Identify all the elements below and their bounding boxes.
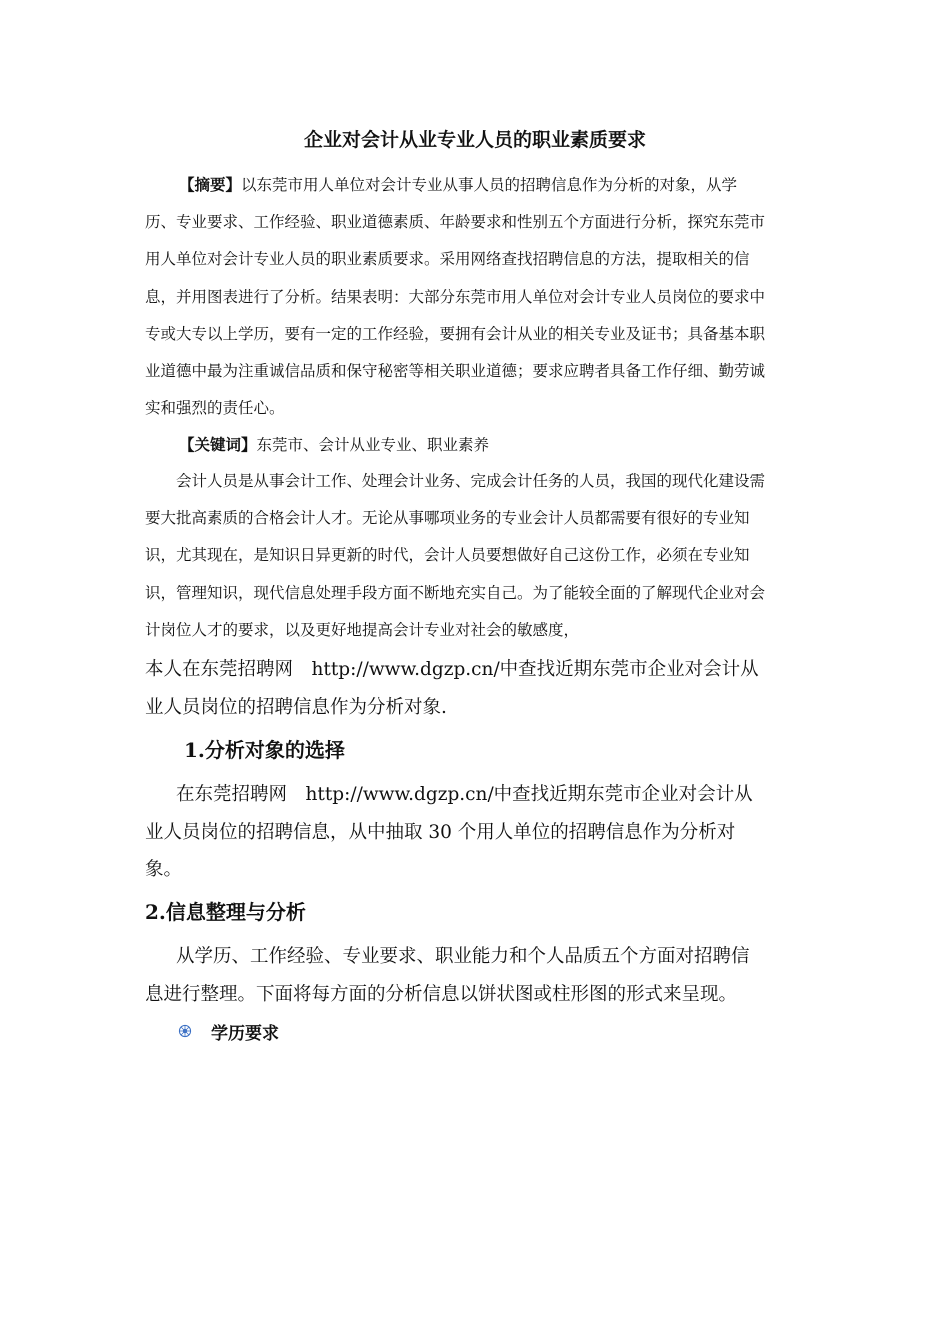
bullet-label: 学历要求: [211, 1023, 279, 1044]
abstract-text: 以东莞市用人单位对会计专业从事人员的招聘信息作为分析的对象，从学历、专业要求、工作经验、职业道德素质、年龄要求和性别五个方面进行分析，探究东莞市用人单位对会计专业人员的职业素质要求。采用网络查找招聘信息的方法，提取相关的信息，并用图表进行了分析。结果表明：大部分东莞市用人单位对会计专业人员岗位的要求中专或大专以上学历，要有一定的工作经验，要拥有会计从业的相关专业及证书；具备基本职业道德中最为注重诚信品质和保守秘密等相关职业道德；要求应聘者具备工作仔细、勤劳诚实和强烈的责任心。: [145, 176, 766, 418]
keywords-text: 东莞市、会计从业专业、职业素养: [256, 436, 490, 454]
section2-heading: 2.信息整理与分析: [145, 900, 306, 924]
keywords-paragraph: [145, 426, 765, 464]
section1-text: 在东莞招聘网 http://www.dgzp.cn/中查找近期东莞市企业对会计从业人员岗位的招聘信息，从中抽取 30 个用人单位的招聘信息作为分析对象。: [145, 784, 753, 880]
keywords-label: 【关键词】: [179, 435, 257, 454]
section2-text: 从学历、工作经验、专业要求、职业能力和个人品质五个方面对招聘信息进行整理。下面将每方面的分析信息以饼状图或柱形图的形式来呈现。: [145, 946, 750, 1005]
section1-heading: 1.分析对象的选择: [184, 738, 345, 762]
dharma-wheel-icon: [178, 1024, 192, 1038]
intro-paragraph: 会计人员是从事会计工作、处理会计业务、完成会计任务的人员，我国的现代化建设需要大批高素质的合格会计人才。无论从事哪项业务的专业会计人员都需要有很好的专业知识，尤其现在，是知识日异更新的时代，会计人员要想做好自己这份工作，必须在专业知识，管理知识，现代信息处理手段方面不断地充实自己。为了能较全面的了解现代企业对会计岗位人才的要求，以及更好地提高会计专业对社会的敏感度，: [145, 472, 766, 639]
bullet-item-education: [178, 1016, 279, 1046]
abstract-label: 【摘要】: [179, 175, 242, 194]
intro-paragraph-tail: 本人在东莞招聘网 http://www.dgzp.cn/中查找近期东莞市企业对会计从业人员岗位的招聘信息作为分析对象.: [145, 659, 759, 718]
abstract-paragraph: [145, 166, 765, 427]
document-title: 企业对会计从业专业人员的职业素质要求: [303, 129, 646, 151]
